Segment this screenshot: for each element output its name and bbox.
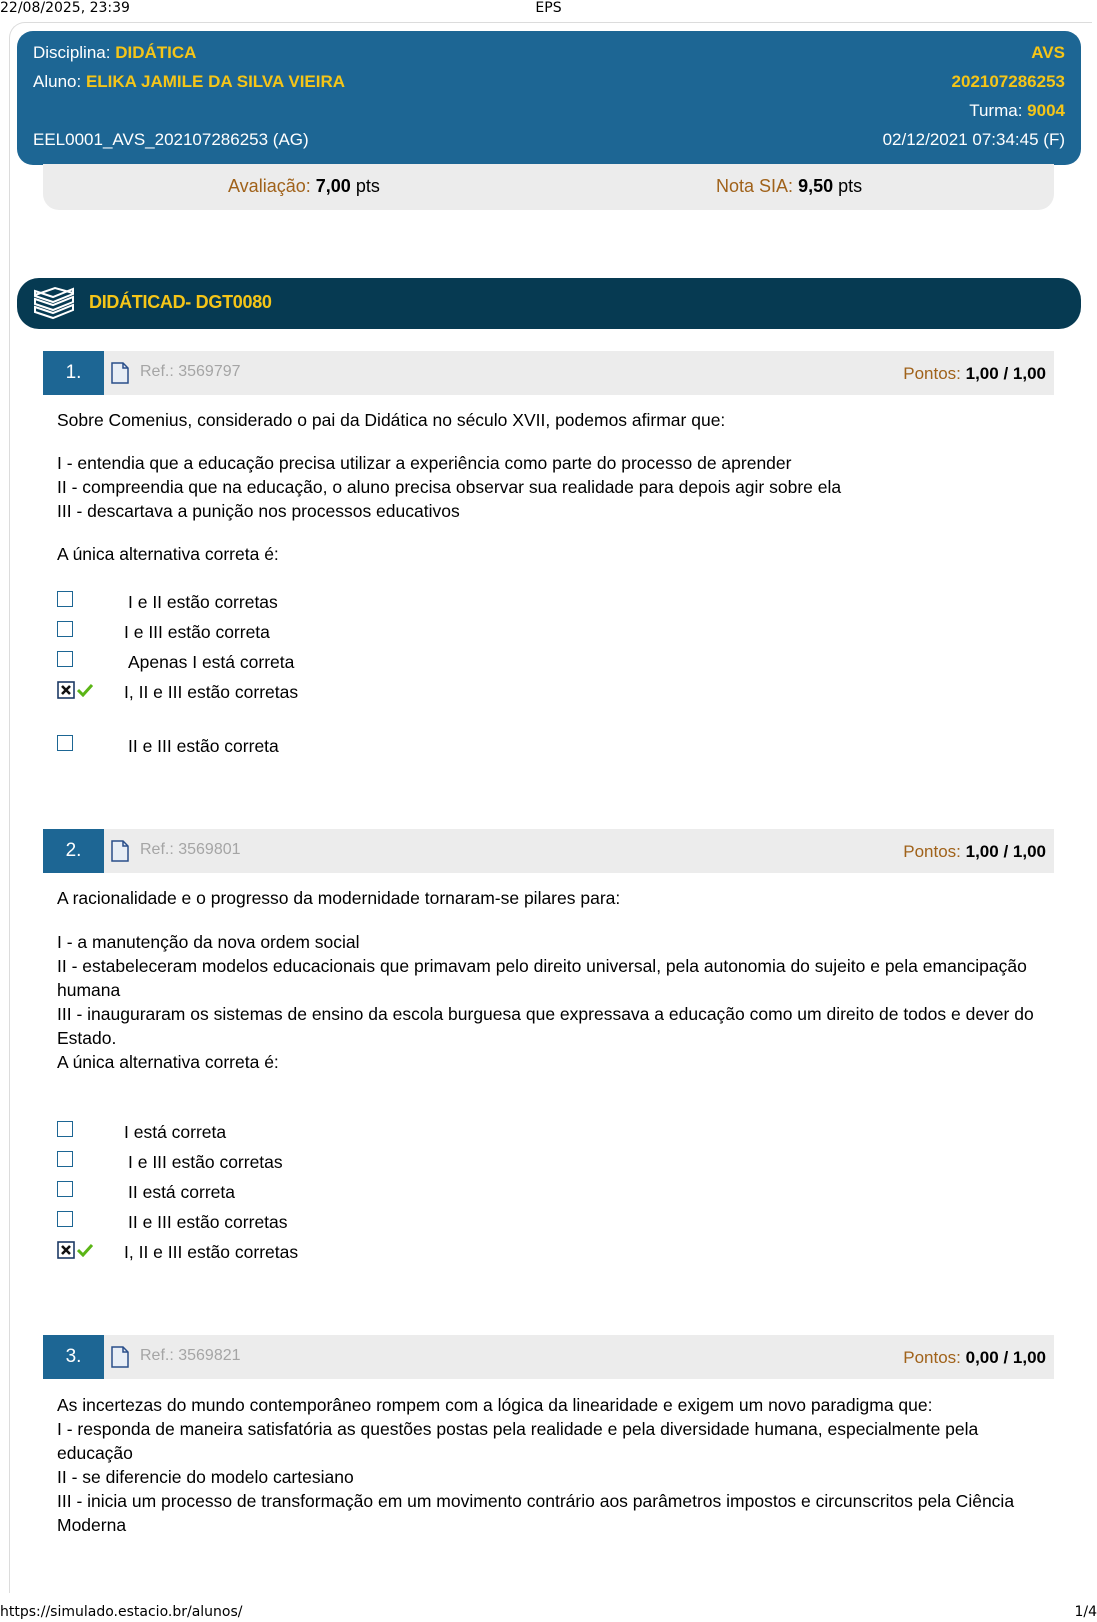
question-ref: Ref.: 3569797: [140, 363, 241, 380]
question-header: [43, 351, 1054, 395]
correct-check-icon: [77, 1243, 93, 1257]
checkbox[interactable]: [57, 1151, 73, 1167]
print-url: https://simulado.estacio.br/alunos/: [0, 1604, 243, 1620]
print-page-number: 1/4: [1074, 1604, 1097, 1620]
nota-sia-value: 9,50: [798, 176, 834, 196]
question-prompt: A única alternativa correta é:: [57, 544, 279, 564]
option-label: II está correta: [128, 1182, 235, 1202]
question-score: 1,00: [965, 842, 999, 861]
checked-box-icon[interactable]: [57, 1241, 75, 1259]
turma-label: Turma:: [969, 101, 1023, 120]
option-label: I e II estão corretas: [128, 592, 278, 612]
pontos-label: Pontos:: [903, 1348, 961, 1367]
checkbox[interactable]: [57, 591, 73, 607]
question-max: / 1,00: [1003, 364, 1046, 383]
print-footer: [0, 1602, 1097, 1622]
score-bar: [43, 164, 1054, 210]
subject-bar: [17, 278, 1081, 329]
question-item: I - a manutenção da nova ordem social: [57, 932, 360, 952]
nota-sia-unit: pts: [838, 176, 863, 196]
print-header: [0, 0, 1097, 18]
pontos-label: Pontos:: [903, 364, 961, 383]
question-item: II - compreendia que na educação, o aluno precisa observar sua realidade para depois agir sobre ela: [57, 477, 842, 497]
option-label: II e III estão correta: [128, 736, 279, 756]
question-ref: Ref.: 3569821: [140, 1347, 241, 1364]
turma-value: 9004: [1027, 101, 1065, 120]
option-label: I, II e III estão corretas: [124, 682, 299, 702]
option-label: I está correta: [124, 1122, 227, 1142]
question-score: 0,00: [965, 1348, 999, 1367]
question-number: 2.: [43, 829, 104, 873]
option-label: Apenas I está correta: [128, 652, 295, 672]
disciplina-label: Disciplina:: [33, 43, 111, 62]
question-statement: Sobre Comenius, considerado o pai da Didática no século XVII, podemos afirmar que:: [57, 410, 726, 430]
document-icon: [110, 362, 130, 384]
checkbox[interactable]: [57, 735, 73, 751]
question-number: 3.: [43, 1335, 104, 1379]
option-label: I, II e III estão corretas: [124, 1242, 299, 1262]
avaliacao-label: Avaliação:: [228, 176, 311, 196]
matricula: 202107286253: [951, 72, 1065, 91]
document-icon: [110, 840, 130, 862]
option-label: I e III estão correta: [124, 622, 270, 642]
checkbox[interactable]: [57, 1181, 73, 1197]
exam-header: [17, 31, 1081, 165]
question-score: 1,00: [965, 364, 999, 383]
aluno-value: ELIKA JAMILE DA SILVA VIEIRA: [85, 72, 346, 91]
avaliacao-value: 7,00: [315, 176, 351, 196]
question-item: III - inicia um processo de transformação em um movimento contrário aos parâmetros impostos e circunscritos pela Ciência Moderna: [57, 1491, 1015, 1535]
question-header: [43, 1335, 1054, 1379]
checked-box-icon[interactable]: [57, 681, 75, 699]
question-statement: As incertezas do mundo contemporâneo rompem com a lógica da linearidade e exigem um novo paradigma que:: [57, 1395, 933, 1415]
correct-check-icon: [77, 683, 93, 697]
question-item: I - entendia que a educação precisa utilizar a experiência como parte do processo de aprender: [57, 453, 792, 473]
print-page-title: EPS: [535, 0, 562, 16]
disciplina-value: DIDÁTICA: [115, 43, 197, 62]
question-item: III - descartava a punição nos processos educativos: [57, 501, 460, 521]
checkbox[interactable]: [57, 1211, 73, 1227]
aluno-label: Aluno:: [33, 72, 82, 91]
question-item: II - estabeleceram modelos educacionais que primavam pelo direito universal, pela autonomia do sujeito e pela emancipação humana: [57, 956, 1027, 1000]
nota-sia-label: Nota SIA:: [716, 176, 794, 196]
option-label: II e III estão corretas: [128, 1212, 288, 1232]
books-icon: [31, 286, 77, 320]
question-statement: A racionalidade e o progresso da modernidade tornaram-se pilares para:: [57, 888, 621, 908]
question-item: II - se diferencie do modelo cartesiano: [57, 1467, 354, 1487]
document-icon: [110, 1346, 130, 1368]
question-number: 1.: [43, 351, 104, 395]
checkbox[interactable]: [57, 1121, 73, 1137]
question-prompt: A única alternativa correta é:: [57, 1052, 279, 1072]
subject-title: DIDÁTICAD- DGT0080: [89, 292, 272, 312]
print-datetime: 22/08/2025, 23:39: [0, 0, 130, 16]
checkbox[interactable]: [57, 621, 73, 637]
avaliacao-unit: pts: [355, 176, 380, 196]
exam-datetime: 02/12/2021 07:34:45 (F): [882, 130, 1065, 149]
checkbox[interactable]: [57, 651, 73, 667]
exam-type: AVS: [1031, 43, 1065, 62]
question-item: I - responda de maneira satisfatória as questões postas pela realidade e pela diversidade humana, especialmente pela educação: [57, 1419, 979, 1463]
question-item: III - inauguraram os sistemas de ensino da escola burguesa que expressava a educação como um direito de todos e dever do Estado.: [57, 1004, 1034, 1048]
exam-code: EEL0001_AVS_202107286253 (AG): [33, 130, 309, 149]
question-header: [43, 829, 1054, 873]
pontos-label: Pontos:: [903, 842, 961, 861]
option-label: I e III estão corretas: [128, 1152, 283, 1172]
question-ref: Ref.: 3569801: [140, 841, 241, 858]
question-max: / 1,00: [1003, 1348, 1046, 1367]
question-max: / 1,00: [1003, 842, 1046, 861]
